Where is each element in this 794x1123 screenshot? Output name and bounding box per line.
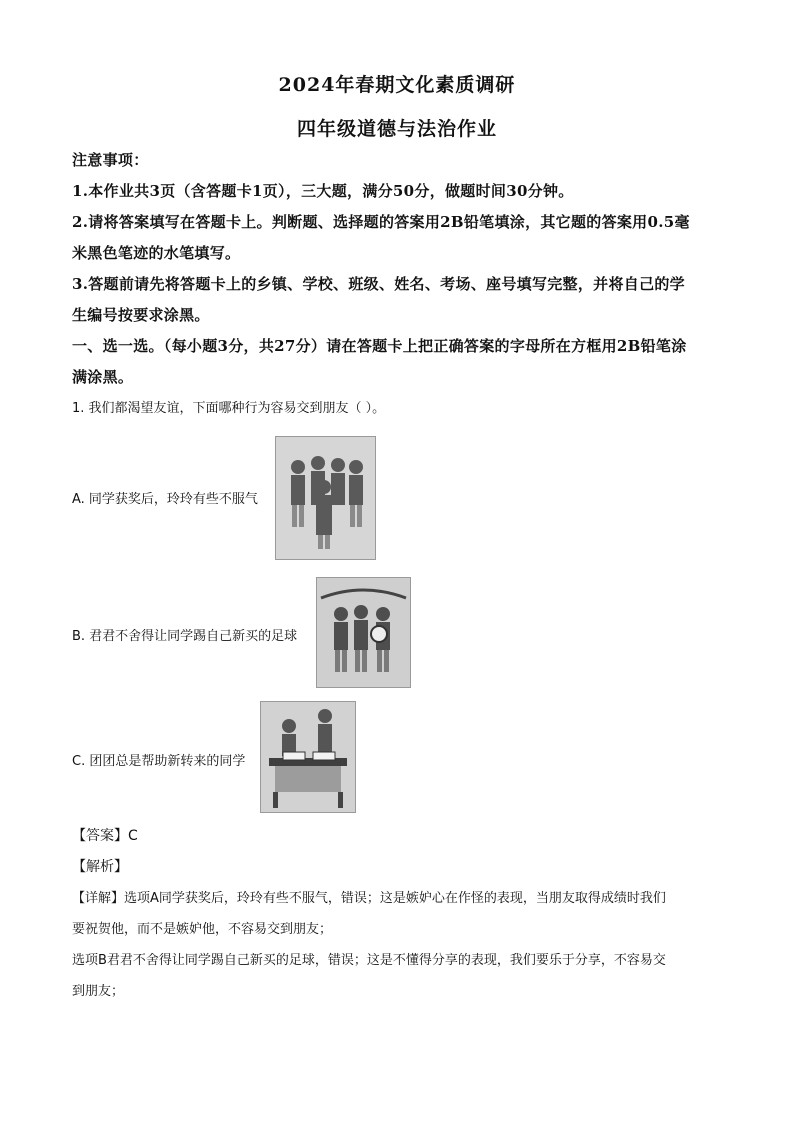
notice-heading: 注意事项： — [72, 151, 149, 169]
detail-line-4: 到朋友； — [72, 984, 125, 999]
detail-line-2: 要祝贺他，而不是嫉妒他，不容易交到朋友； — [72, 922, 333, 937]
option-a-text: A. 同学获奖后，玲玲有些不服气 — [72, 492, 258, 507]
detail-line-1: 【详解】选项A同学获奖后，玲玲有些不服气，错误；这是嫉妒心在作怪的表现，当朋友取得成绩时我们 — [72, 891, 666, 906]
document-subtitle: 四年级道德与法治作业 — [296, 118, 497, 140]
notice-item-3-line-2: 生编号按要求涂黑。 — [72, 306, 210, 324]
detail-line-3: 选项B君君不舍得让同学踢自己新买的足球，错误；这是不懂得分享的表现，我们要乐于分享，不容易交 — [72, 953, 666, 968]
notice-item-2-line-1: 2.请将答案填写在答题卡上。判断题、选择题的答案用2B铅笔填涂，其它题的答案用0.5毫 — [72, 213, 690, 231]
section-1-heading-line-1: 一、选一选。（每小题3分，共27分）请在答题卡上把正确答案的字母所在方框用2B铅笔涂 — [72, 337, 687, 355]
option-b-illustration — [316, 577, 411, 688]
option-c-illustration — [260, 701, 356, 813]
answer-line: 【答案】C — [72, 828, 138, 844]
notice-item-1: 1.本作业共3页（含答题卡1页），三大题，满分50分，做题时间30分钟。 — [72, 182, 574, 200]
option-c-text: C. 团团总是帮助新转来的同学 — [72, 754, 246, 769]
notice-item-3-line-1: 3.答题前请先将答题卡上的乡镇、学校、班级、姓名、考场、座号填写完整，并将自己的学 — [72, 275, 685, 293]
option-b-text: B. 君君不舍得让同学踢自己新买的足球 — [72, 629, 298, 644]
section-1-heading-line-2: 满涂黑。 — [72, 368, 134, 386]
analysis-label: 【解析】 — [72, 859, 128, 875]
document-title: 2024年春期文化素质调研 — [278, 74, 516, 96]
option-a-illustration — [275, 436, 376, 560]
question-1-stem: 1. 我们都渴望友谊，下面哪种行为容易交到朋友（ ）。 — [72, 401, 386, 416]
notice-item-2-line-2: 米黑色笔迹的水笔填写。 — [72, 244, 241, 262]
